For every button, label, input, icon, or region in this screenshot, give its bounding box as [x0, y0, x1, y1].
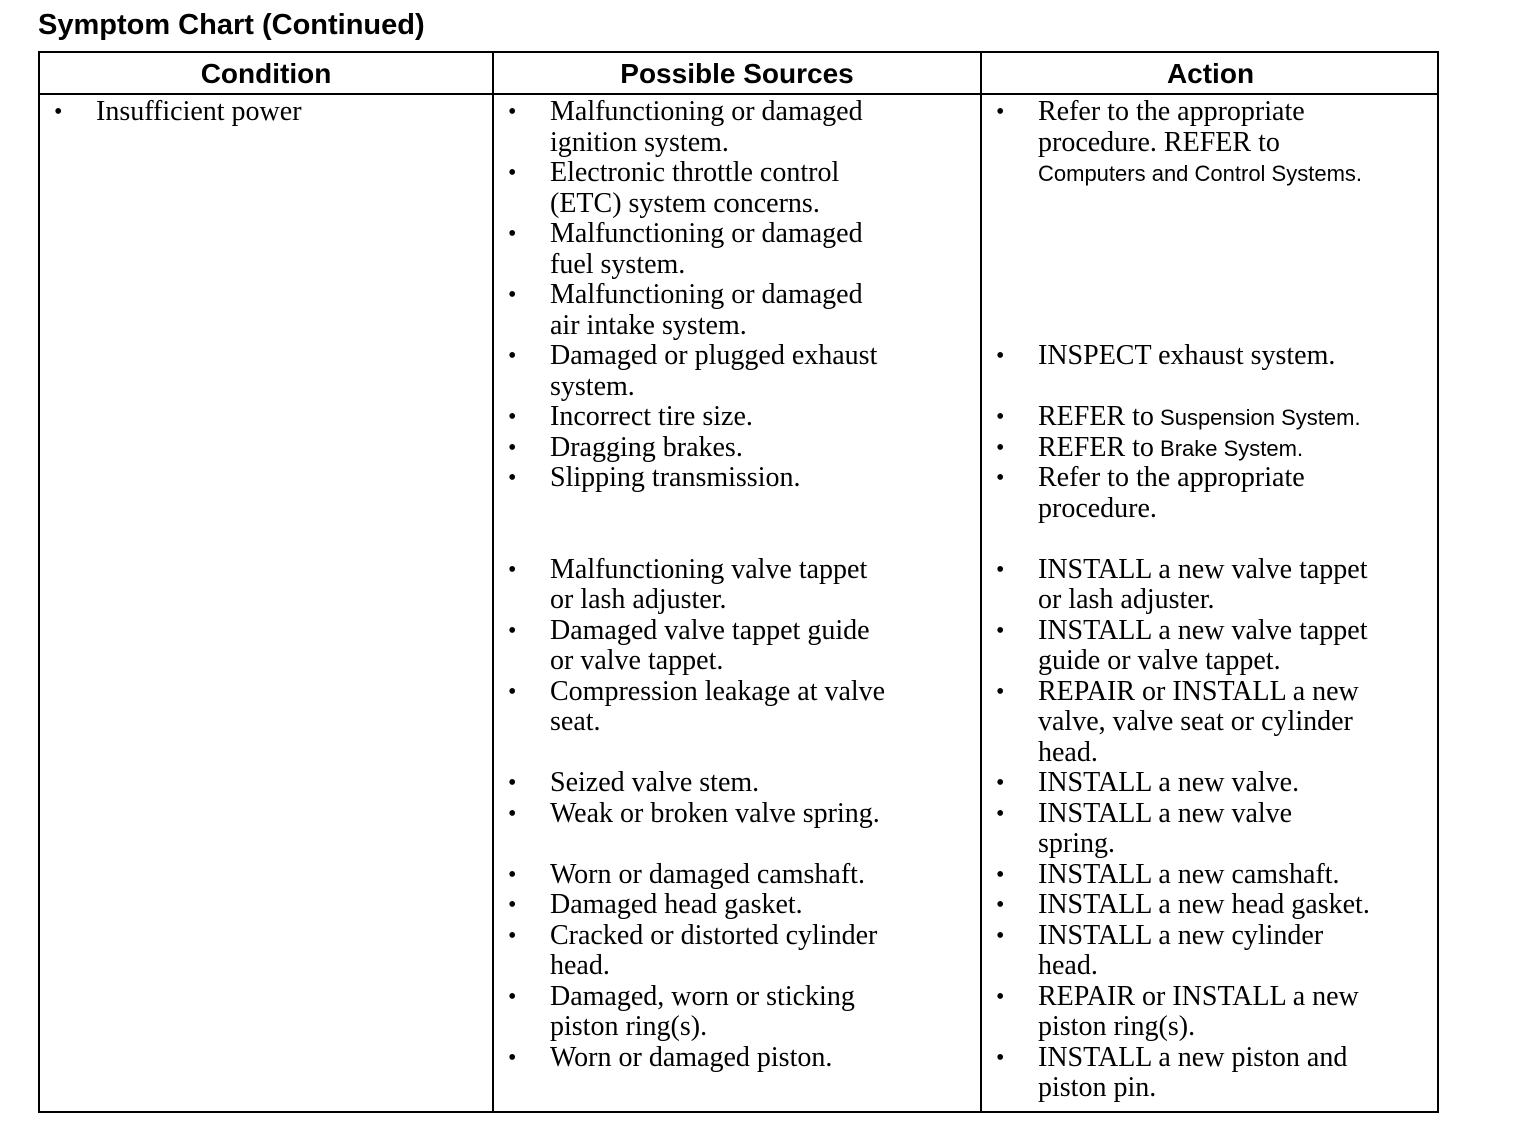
action-item-bullet: •	[996, 770, 1005, 796]
action-item-line: valve, valve seat or cylinder	[1038, 706, 1353, 737]
source-item-bullet: •	[508, 861, 517, 888]
action-item-line: REPAIR or INSTALL a new	[1038, 980, 1359, 1012]
action-item-line: INSTALL a new valve tappet	[1038, 614, 1368, 646]
source-item-bullet: •	[508, 922, 517, 949]
source-item-line: Seized valve stem.	[550, 767, 760, 798]
source-item-line: Worn or damaged piston.	[550, 1041, 833, 1073]
source-item-line: Malfunctioning valve tappet	[550, 553, 868, 585]
source-item-bullet: •	[508, 465, 517, 491]
source-item-line: Cracked or distorted cylinder	[550, 919, 878, 951]
action-item-bullet: •	[996, 404, 1005, 430]
action-item-line: INSTALL a new cylinder	[1038, 919, 1324, 951]
action-item-line	[1038, 158, 1362, 190]
action-item-line: Refer to the appropriate	[1038, 96, 1305, 127]
source-item-bullet: •	[508, 160, 517, 186]
source-item-line: Worn or damaged camshaft.	[550, 858, 865, 890]
action-item-line: INSTALL a new camshaft.	[1038, 858, 1340, 890]
header-condition: Condition	[200, 58, 332, 89]
source-item-bullet: •	[508, 434, 517, 461]
action-item-line: piston pin.	[1038, 1072, 1157, 1103]
page-title: Symptom Chart (Continued)	[38, 9, 425, 41]
action-item-line: procedure.	[1038, 492, 1157, 524]
action-item-bullet: •	[996, 465, 1005, 491]
action-item-bullet: •	[996, 892, 1005, 918]
source-item-bullet: •	[508, 678, 517, 705]
action-item-line: or lash adjuster.	[1038, 584, 1215, 615]
source-item-line: system.	[550, 370, 635, 402]
action-item-line: head.	[1038, 736, 1098, 768]
action-item-line: procedure. REFER to	[1038, 126, 1280, 158]
source-item-line: Incorrect tire size.	[550, 401, 753, 432]
action-item-line: INSTALL a new piston and	[1038, 1041, 1348, 1073]
action-item-line: INSTALL a new valve tappet	[1038, 553, 1368, 585]
source-item-bullet: •	[508, 892, 517, 918]
reference-link[interactable]: Computers and Control Systems.	[1038, 161, 1363, 186]
source-item-bullet: •	[508, 99, 517, 125]
source-item-line: Weak or broken valve spring.	[550, 797, 880, 829]
source-item-bullet: •	[508, 983, 517, 1010]
action-item-bullet: •	[996, 861, 1005, 888]
source-item-bullet: •	[508, 1044, 517, 1071]
reference-link[interactable]: Brake System.	[1153, 435, 1304, 461]
source-item-line: Compression leakage at valve	[550, 675, 886, 707]
action-item-line: spring.	[1038, 828, 1115, 859]
source-item-line: ignition system.	[550, 126, 729, 158]
action-item-bullet: •	[996, 678, 1005, 705]
action-item-bullet: •	[996, 434, 1005, 461]
source-item-bullet: •	[508, 282, 517, 308]
source-item-line: or lash adjuster.	[550, 584, 727, 615]
source-item-line: Damaged valve tappet guide	[550, 614, 870, 646]
header-action: Action	[1166, 58, 1255, 89]
source-item-line: Electronic throttle control	[550, 157, 840, 188]
source-item-line: Slipping transmission.	[550, 462, 801, 493]
source-item-line: Damaged or plugged exhaust	[550, 340, 878, 371]
source-item-line: air intake system.	[550, 309, 747, 341]
source-item-bullet: •	[508, 404, 517, 430]
source-item-line: Malfunctioning or damaged	[550, 218, 863, 249]
source-item-bullet: •	[508, 770, 517, 796]
action-item-line: INSPECT exhaust system.	[1038, 340, 1336, 371]
source-item-line: (ETC) system concerns.	[550, 187, 820, 219]
action-item-line: INSTALL a new valve	[1038, 797, 1293, 829]
action-item-bullet: •	[996, 556, 1005, 583]
source-item-bullet: •	[508, 221, 517, 247]
header-divider	[40, 93, 1437, 95]
reference-link[interactable]: Suspension System.	[1153, 405, 1361, 430]
action-item-line: REFER to Brake System.	[1038, 431, 1304, 463]
action-item-line: piston ring(s).	[1038, 1011, 1196, 1042]
source-item-line: or valve tappet.	[550, 645, 724, 676]
column-divider-1	[492, 53, 494, 1111]
column-divider-2	[980, 53, 982, 1111]
action-item-bullet: •	[996, 99, 1005, 125]
condition-item-bullet: •	[54, 99, 63, 125]
source-item-line: head.	[550, 950, 610, 981]
source-item-line: Malfunctioning or damaged	[550, 279, 863, 310]
source-item-line: Damaged head gasket.	[550, 889, 803, 920]
symptom-table	[38, 51, 1439, 1113]
header-possible-sources: Possible Sources	[620, 58, 854, 89]
source-item-line: Malfunctioning or damaged	[550, 96, 863, 127]
action-item-line: INSTALL a new valve.	[1038, 767, 1300, 798]
source-item-line: Damaged, worn or sticking	[550, 980, 855, 1012]
action-item-bullet: •	[996, 983, 1005, 1010]
action-item-line: REFER to Suspension System.	[1038, 401, 1361, 432]
action-item-bullet: •	[996, 617, 1005, 644]
source-item-bullet: •	[508, 617, 517, 644]
source-item-line: seat.	[550, 706, 601, 737]
action-item-bullet: •	[996, 922, 1005, 949]
source-item-bullet: •	[508, 800, 517, 827]
action-item-line: REPAIR or INSTALL a new	[1038, 675, 1359, 707]
action-item-bullet: •	[996, 1044, 1005, 1071]
source-item-line: fuel system.	[550, 248, 686, 280]
source-item-bullet: •	[508, 556, 517, 583]
action-item-line: head.	[1038, 950, 1098, 981]
action-item-bullet: •	[996, 343, 1005, 369]
source-item-bullet: •	[508, 343, 517, 369]
source-item-line: piston ring(s).	[550, 1011, 708, 1042]
source-item-line: Dragging brakes.	[550, 431, 743, 463]
action-item-line: Refer to the appropriate	[1038, 462, 1305, 493]
action-item-bullet: •	[996, 800, 1005, 827]
condition-item-line: Insufficient power	[96, 96, 302, 127]
action-item-line: guide or valve tappet.	[1038, 645, 1281, 676]
action-item-line: INSTALL a new head gasket.	[1038, 889, 1370, 920]
